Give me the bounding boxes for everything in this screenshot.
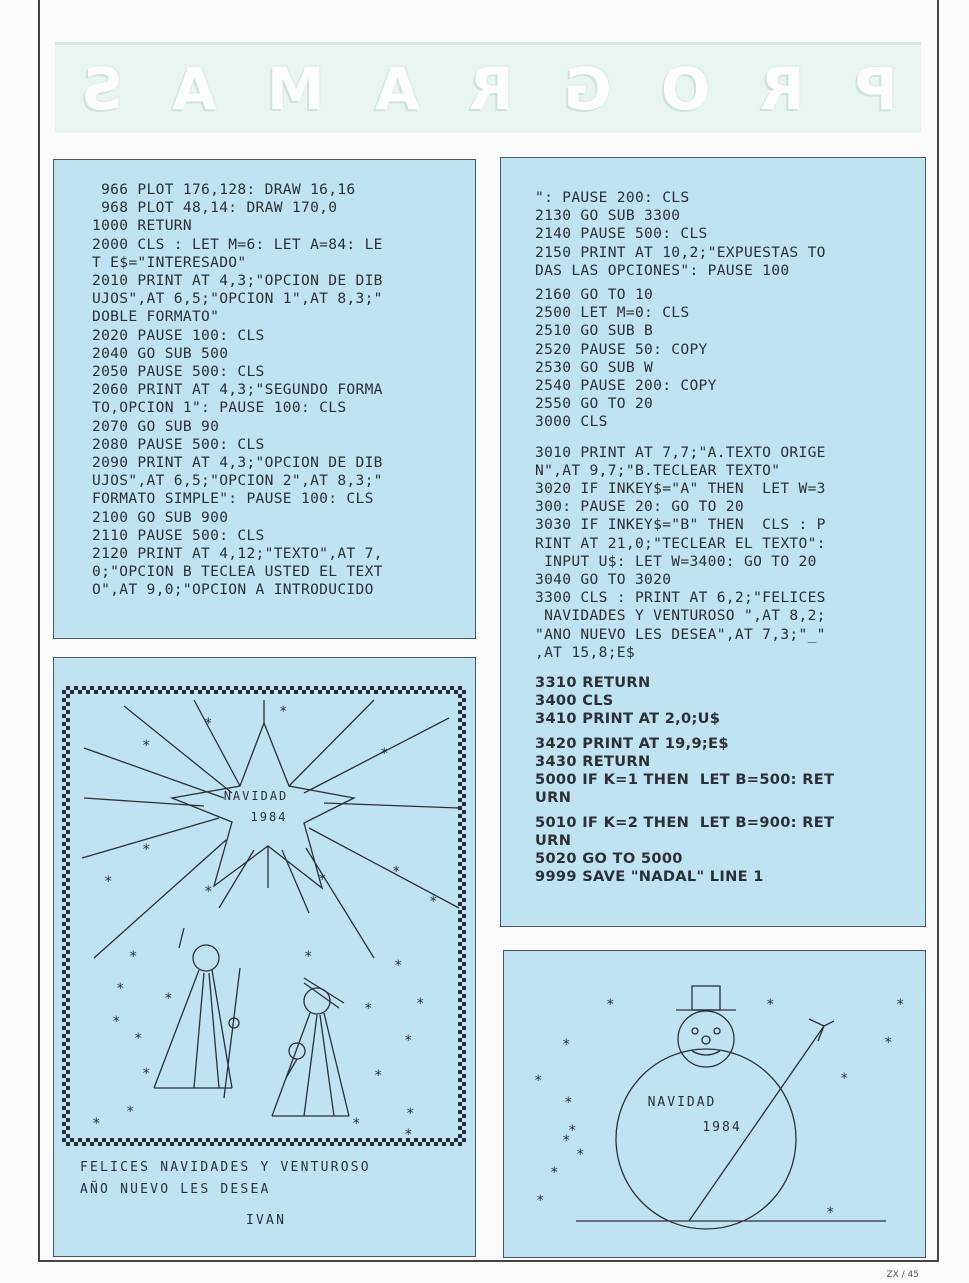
snowman-text-navidad: NAVIDAD	[647, 1095, 717, 1110]
svg-text:*: *	[406, 1106, 415, 1122]
svg-text:*: *	[129, 949, 138, 965]
svg-text:*: *	[279, 704, 288, 720]
svg-text:*: *	[142, 738, 151, 754]
caption-line-2: AÑO NUEVO LES DESEA	[80, 1182, 271, 1197]
banner-letter: R	[758, 55, 805, 123]
signature: IVAN	[246, 1213, 287, 1228]
svg-text:*: *	[304, 949, 313, 965]
snowman-text-year: 1984	[702, 1120, 742, 1135]
svg-text:*: *	[840, 1071, 849, 1087]
banner-letter: G	[561, 55, 612, 123]
section-banner	[55, 42, 921, 133]
svg-text:*: *	[564, 1095, 573, 1111]
star-text-year: 1984	[250, 810, 288, 824]
svg-text:*: *	[126, 1104, 135, 1120]
listing-right-panel	[500, 157, 926, 927]
svg-text:*: *	[562, 1133, 571, 1149]
listing-right: ": PAUSE 200: CLS 2130 GO SUB 3300 2140 PAUSE 500: CLS 2150 PRINT AT 10,2;"EXPUESTAS TO DAS LAS OPCIONES": PAUSE 100 2160 GO TO 10 2500 LET M=0: CLS 2510 GO SUB B 2520 PAUSE 50: COPY 2530 GO SUB W 2540 PAUSE 200: COPY 2550 GO TO 20 3000 CLS 3010 PRINT AT 7,7;"A.TEXTO ORIGE N",AT 9,7;"B.TECLEAR TEXTO" 3020 IF INKEY$="A" THEN LET W=3 300: PAUSE 20: GO TO 20 3030 IF INKEY$="B" THEN CLS : P RINT AT 21,0;"TECLEAR EL TEXTO": INPUT U$: LET W=3400: GO TO 20 3040 GO TO 3020 3300 CLS : PRINT AT 6,2;"FELICES NAVIDADES Y VENTUROSO ",AT 8,2; "ANO NUEVO LES DESEA",AT 7,3;"_" ,AT 15,8;E$ 3310 RETURN 3400 CLS 3410 PRINT AT 2,0;U$ 3420 PRINT AT 19,9;E$ 3430 RETURN 5000 IF K=1 THEN LET B=500: RET URN 5010 IF K=2 THEN LET B=900: RET URN 5020 GO TO 5000 9999 SAVE "NADAL" LINE 1	[535, 189, 835, 886]
listing-left: 966 PLOT 176,128: DRAW 16,16 968 PLOT 48,14: DRAW 170,0 1000 RETURN 2000 CLS : LET M=6: LET A=84: LE T E$="INTERESADO" 2010 PRINT AT 4,3;"OPCION DE DIB UJOS",AT 6,5;"OPCION 1",AT 8,3;" DOBLE FORMATO" 2020 PAUSE 100: CLS 2040 GO SUB 500 2050 PAUSE 500: CLS 2060 PRINT AT 4,3;"SEGUNDO FORMA TO,OPCION 1": PAUSE 100: CLS 2070 GO SUB 90 2080 PAUSE 500: CLS 2090 PRINT AT 4,3;"OPCION DE DIB UJOS",AT 6,5;"OPCION 2",AT 8,3;" FORMATO SIMPLE": PAUSE 100: CLS 2100 GO SUB 900 2110 PAUSE 500: CLS 2120 PRINT AT 4,12;"TEXTO",AT 7, 0;"OPCION B TECLEA USTED EL TEXT O",AT 9,0;"OPCION A INTRODUCIDO	[92, 181, 383, 599]
svg-text:*: *	[826, 1205, 835, 1221]
svg-text:*: *	[204, 716, 213, 732]
svg-text:*: *	[116, 981, 125, 997]
hat-icon	[692, 986, 720, 1010]
caption-line-1: FELICES NAVIDADES Y VENTUROSO	[80, 1160, 371, 1175]
svg-text:*: *	[562, 1037, 571, 1053]
svg-text:*: *	[142, 842, 151, 858]
listing-left-panel	[53, 159, 476, 639]
page-footer: ZX / 45	[886, 1270, 919, 1280]
svg-text:*: *	[534, 1073, 543, 1089]
svg-text:*: *	[352, 1116, 361, 1132]
banner-letter: A	[372, 55, 420, 123]
svg-text:*: *	[416, 996, 425, 1012]
svg-text:*: *	[92, 1116, 101, 1132]
banner-letter: P	[852, 55, 898, 123]
svg-text:*: *	[896, 997, 905, 1013]
banner-letter: A	[170, 55, 218, 123]
banner-letter: R	[467, 55, 514, 123]
svg-text:*: *	[392, 864, 401, 880]
svg-text:*: *	[606, 997, 615, 1013]
svg-text:*: *	[204, 884, 213, 900]
banner-letter: M	[265, 55, 325, 123]
svg-text:*: *	[550, 1165, 559, 1181]
svg-text:*: *	[766, 997, 775, 1013]
svg-text:*: *	[884, 1035, 893, 1051]
snowman-body	[616, 1049, 796, 1229]
svg-text:*: *	[164, 991, 173, 1007]
svg-text:*: *	[364, 1001, 373, 1017]
banner-letter: S	[78, 55, 123, 123]
svg-text:*: *	[576, 1147, 585, 1163]
svg-text:*: *	[134, 1031, 143, 1047]
svg-text:*: *	[404, 1033, 413, 1049]
snowman-drawing	[504, 951, 924, 1256]
svg-text:*: *	[568, 1123, 577, 1139]
page-right-rule	[937, 0, 939, 1262]
svg-text:*: *	[374, 1068, 383, 1084]
svg-text:*: *	[394, 958, 403, 974]
svg-text:*: *	[536, 1193, 545, 1209]
svg-text:*: *	[380, 746, 389, 762]
svg-text:*: *	[142, 1066, 151, 1082]
snowman-head	[678, 1011, 734, 1067]
svg-text:*: *	[429, 894, 438, 910]
svg-text:*: *	[112, 1014, 121, 1030]
snow-stars	[534, 997, 904, 1221]
svg-text:*: *	[404, 1127, 413, 1143]
svg-text:*: *	[318, 872, 327, 888]
svg-text:*: *	[104, 874, 113, 890]
nativity-panel	[53, 657, 476, 1257]
page-bottom-rule	[38, 1260, 939, 1262]
page-left-rule	[38, 0, 40, 1262]
banner-letter: O	[659, 55, 711, 123]
star-text-navidad: NAVIDAD	[223, 789, 289, 803]
snowman-panel	[503, 950, 926, 1258]
